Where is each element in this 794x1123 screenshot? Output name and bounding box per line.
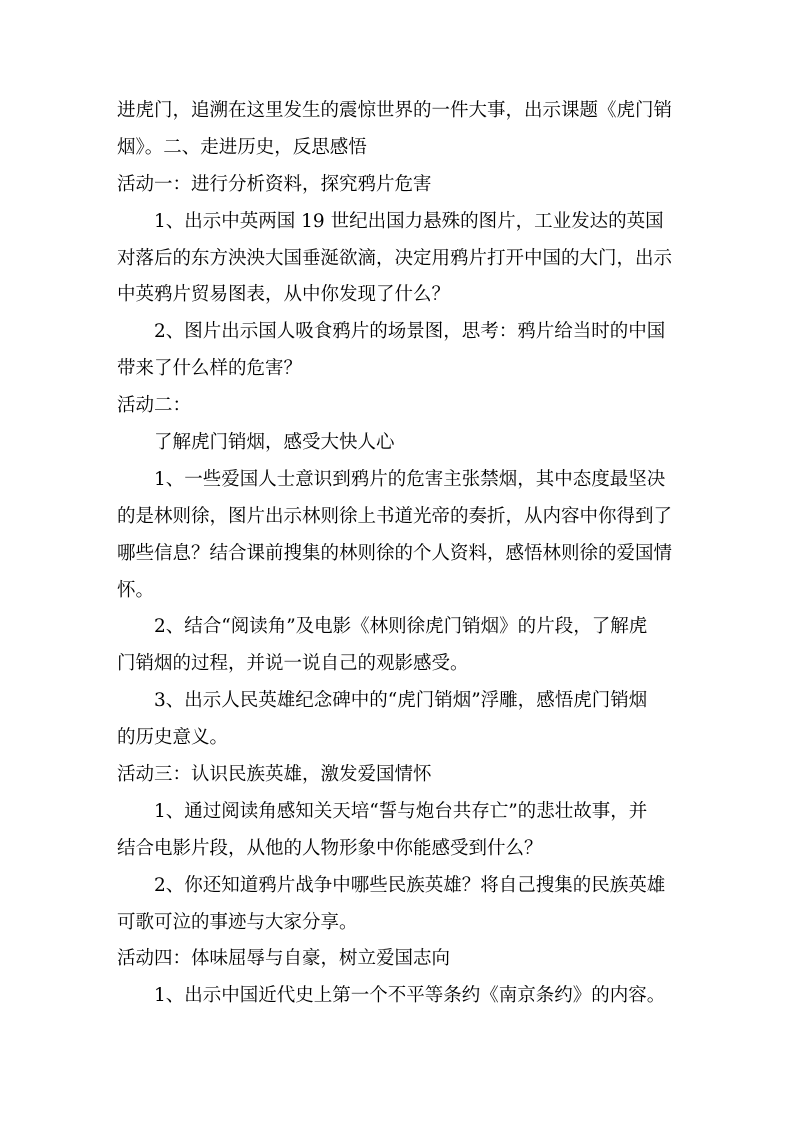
text-line-1: 进虎门，追溯在这里发生的震惊世界的一件大事，出示课题《虎门销 — [117, 100, 673, 121]
text-line-22: 2、你还知道鸦片战争中哪些民族英雄？将自己搜集的民族英雄 — [154, 874, 666, 896]
activity-heading-1: 活动一：进行分析资料，探究鸦片危害 — [117, 173, 432, 195]
text-line-23: 可歌可泣的事迹与大家分享。 — [117, 911, 358, 933]
activity-heading-4: 活动四：体味屈辱与自豪，树立爱国志向 — [117, 948, 451, 970]
document-body — [117, 93, 679, 1015]
text-line-17: 3、出示人民英雄纪念碑中的“虎门销烟”浮雕，感悟虎门销烟 — [154, 690, 648, 712]
text-line-14: 怀。 — [117, 579, 155, 601]
text-line-4: 1、出示中英两国 19 世纪出国力悬殊的图片，工业发达的英国 — [154, 210, 664, 232]
text-line-5: 对落后的东方泱泱大国垂涎欲滴，决定用鸦片打开中国的大门，出示 — [117, 247, 673, 269]
text-line-8: 带来了什么样的危害？ — [117, 358, 303, 380]
text-line-21: 结合电影片段，从他的人物形象中你能感受到什么？ — [117, 837, 543, 859]
activity-heading-2: 活动二： — [117, 395, 192, 417]
text-line-10: 了解虎门销烟，感受大快人心 — [154, 432, 395, 454]
text-line-2: 烟》。二、走进历史，反思感悟 — [117, 136, 367, 158]
text-line-18: 的历史意义。 — [117, 727, 229, 749]
text-line-13: 哪些信息？结合课前搜集的林则徐的个人资料，感悟林则徐的爱国情 — [117, 542, 673, 564]
text-line-11: 1、一些爱国人士意识到鸦片的危害主张禁烟，其中态度最坚决 — [154, 468, 666, 490]
text-line-7: 2、图片出示国人吸食鸦片的场景图，思考：鸦片给当时的中国 — [154, 321, 666, 343]
text-line-6: 中英鸦片贸易图表，从中你发现了什么？ — [117, 284, 451, 306]
text-line-25: 1、出示中国近代史上第一个不平等条约《南京条约》的内容。 — [154, 985, 666, 1007]
activity-heading-3: 活动三：认识民族英雄，激发爱国情怀 — [117, 764, 432, 786]
text-line-15: 2、结合“阅读角”及电影《林则徐虎门销烟》的片段，了解虎 — [154, 616, 648, 638]
text-line-16: 门销烟的过程，并说一说自己的观影感受。 — [117, 653, 469, 675]
text-line-20: 1、通过阅读角感知关天培“誓与炮台共存亡”的悲壮故事，并 — [154, 800, 648, 822]
text-line-12: 的是林则徐，图片出示林则徐上书道光帝的奏折，从内容中你得到了 — [117, 505, 673, 527]
